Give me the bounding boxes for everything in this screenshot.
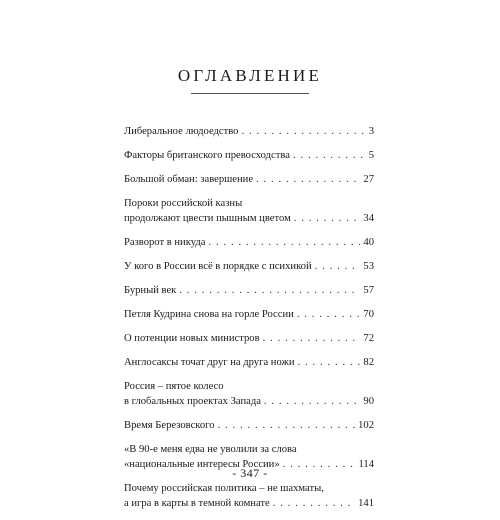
toc-entry-page: 53: [363, 261, 374, 272]
toc-entry-title: Бурный век: [124, 285, 177, 296]
toc-entry-title: У кого в России всё в порядке с психикой: [124, 261, 312, 272]
toc-entry-title: Большой обман: завершение: [124, 174, 254, 185]
toc-entry-page: 57: [363, 285, 374, 296]
toc-entry: [124, 283, 374, 298]
toc-entry: [124, 124, 374, 139]
toc-entry-page: 70: [363, 309, 374, 320]
toc-row: [124, 355, 374, 370]
dot-leader: [218, 418, 356, 433]
toc-row: [124, 124, 374, 139]
toc-entry: [124, 331, 374, 346]
toc-row: [124, 331, 374, 346]
toc-entry-title-line1: «В 90-е меня едва не уволили за слова: [124, 444, 297, 455]
toc-entry: [124, 259, 374, 274]
page-number: - 347 -: [232, 466, 268, 480]
toc-entry-page: 5: [368, 150, 374, 161]
toc-entry-page: 102: [358, 420, 374, 431]
toc-row: [124, 496, 374, 511]
toc-entry-page: 40: [363, 237, 374, 248]
dot-leader: [256, 172, 360, 187]
toc-entry: [124, 379, 374, 409]
toc-entry-page: 34: [363, 213, 374, 224]
title-underline: [191, 93, 309, 94]
toc-entry-title: Петля Кудрина снова на горле России: [124, 309, 294, 320]
dot-leader: [179, 283, 360, 298]
toc-entry-title: О потенции новых министров: [124, 333, 260, 344]
toc-entry-title: Факторы британского превосходства: [124, 150, 290, 161]
toc-entry-page: 72: [363, 333, 374, 344]
dot-leader: [293, 148, 366, 163]
toc-entry: [124, 172, 374, 187]
toc-entry-page: 141: [358, 498, 374, 509]
dot-leader: [298, 355, 361, 370]
toc-entry-title-line1: Пороки российской казны: [124, 198, 243, 209]
toc-row: [124, 259, 374, 274]
toc-entry-page: 82: [363, 357, 374, 368]
toc-entry: [124, 148, 374, 163]
toc-entry: [124, 196, 374, 226]
toc-row: [124, 283, 374, 298]
dot-leader: [297, 307, 361, 322]
toc-entry-title: Время Березовского: [124, 420, 215, 431]
toc-row: [124, 235, 374, 250]
dot-leader: [273, 496, 355, 511]
toc-entry: [124, 355, 374, 370]
toc-entry-title-line1: Почему российская политика – не шахматы,: [124, 483, 324, 494]
dot-leader: [294, 211, 361, 226]
dot-leader: [208, 235, 360, 250]
toc-row: [124, 148, 374, 163]
dot-leader: [263, 331, 361, 346]
toc-entry-title: Либеральное людоедство: [124, 126, 239, 137]
toc-row: [124, 172, 374, 187]
toc-entry: [124, 235, 374, 250]
toc-entry-title-line2: в глобальных проектах Запада: [124, 396, 261, 407]
toc-row: [124, 307, 374, 322]
toc-entry-title-line2: а игра в карты в темной комнате: [124, 498, 270, 509]
toc-row: [124, 418, 374, 433]
dot-leader: [315, 259, 361, 274]
toc-entry-page: 114: [358, 459, 374, 470]
toc-entry-title-line1: Россия – пятое колесо: [124, 381, 224, 392]
toc-entry-page: 90: [363, 396, 374, 407]
toc-entry-title-line2: продолжают цвести пышным цветом: [124, 213, 291, 224]
toc-entry: [124, 307, 374, 322]
toc-row: [124, 394, 374, 409]
toc-entry-page: 3: [368, 126, 374, 137]
toc-entry-title: Разворот в никуда: [124, 237, 206, 248]
toc-entry-title-line2: «национальные интересы России»: [124, 459, 280, 470]
toc-entry: [124, 418, 374, 433]
toc-row: [124, 211, 374, 226]
toc-title: ОГЛАВЛЕНИЕ: [177, 66, 323, 85]
toc-list: [124, 124, 374, 520]
toc-entry-page: 27: [363, 174, 374, 185]
toc-entry-title: Англосаксы точат друг на друга ножи: [124, 357, 295, 368]
dot-leader: [264, 394, 360, 409]
dot-leader: [241, 124, 365, 139]
toc-entry: [124, 481, 374, 511]
